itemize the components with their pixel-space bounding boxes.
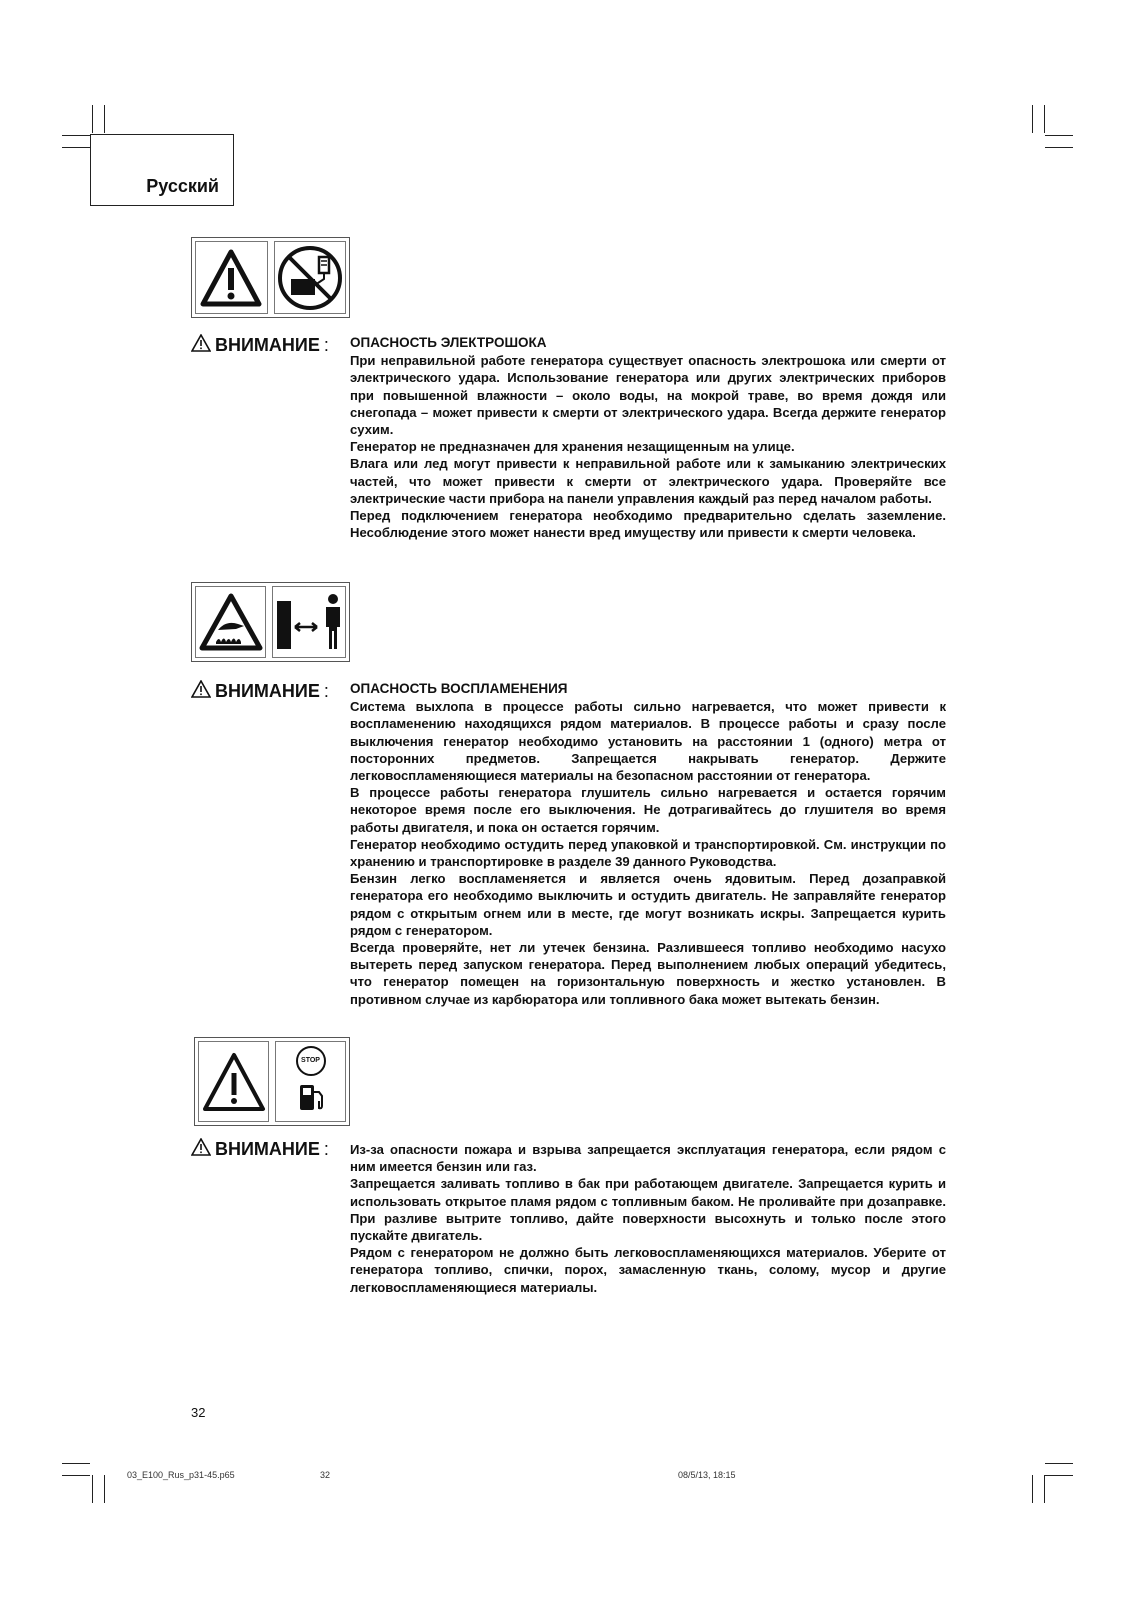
paragraph: Из-за опасности пожара и взрыва запрещается эксплуатация генератора, если рядом с ним имеется бензин или газ.: [350, 1142, 946, 1175]
warning-label-colon: :: [323, 681, 329, 701]
pictogram-box-fire: [191, 582, 350, 662]
warning-text-fuel: [350, 1141, 946, 1296]
warning-label-2: [191, 680, 329, 703]
page-number: 32: [191, 1405, 206, 1420]
paragraph: Генератор не предназначен для хранения незащищенным на улице.: [350, 439, 795, 455]
warning-text-electric: [350, 334, 946, 541]
paragraph: Рядом с генератором не должно быть легковоспламеняющихся материалов. Уберите от генератора топливо, спички, порох, замасленную ткань, солому, мусор и другие легковоспламеняющиеся материалы.: [350, 1245, 946, 1295]
warning-label-3: [191, 1138, 329, 1161]
paragraph: Влага или лед могут привести к неправильной работе или к замыканию электрических частей, что может привести к смерти от электрического удара. Проверяйте все электрические части прибора на панели управления каждый раз перед началом работы.: [350, 456, 946, 506]
warning-label-text: ВНИМАНИЕ: [215, 681, 320, 701]
stop-engine-icon: STOP: [296, 1046, 326, 1076]
paragraph: Бензин легко воспламеняется и является очень ядовитым. Перед дозаправкой генератора его необходимо выключить и остудить двигатель. Не заправляйте генератор рядом с открытым огнем или в месте, где могут возникать искры. Запрещается курить рядом с генератором.: [350, 871, 946, 938]
warning-label-colon: :: [323, 1139, 329, 1159]
warning-label-colon: :: [323, 335, 329, 355]
warning-label-1: [191, 334, 329, 357]
pictogram-box-electric: [191, 237, 350, 318]
warning-triangle-icon: [198, 1041, 269, 1122]
no-water-electric-icon: [274, 241, 347, 314]
paragraph: Перед подключением генератора необходимо предварительно сделать заземление. Несоблюдение этого может нанести вред имуществу или привести к смерти человека.: [350, 508, 946, 541]
footer-file: 03_E100_Rus_p31-45.p65: [127, 1470, 235, 1480]
hot-surface-icon: [195, 586, 266, 658]
warning-small-icon: [191, 334, 211, 357]
paragraph: Генератор необходимо остудить перед упаковкой и транспортировкой. См. инструкции по хранению и транспортировке в разделе 39 данного Руководства.: [350, 836, 946, 870]
paragraph: Система выхлопа в процессе работы сильно нагревается, что может привести к воспламенению находящихся рядом материалов. В процессе работы и сразу после выключения генератор необходимо установить на расстоянии 1 (одного) метра от посторонних предметов. Запрещается накрывать генератор. Держите легковоспламеняющиеся материалы на безопасном расстоянии от генератора.: [350, 699, 946, 784]
paragraph: Всегда проверяйте, нет ли утечек бензина. Разлившееся топливо необходимо насухо вытереть перед запуском генератора. Перед выполнением любых операций убедитесь, что генератор помещен на горизонтальную поверхность и жестко установлен. В противном случае из карбюратора или топливного бака может вытекать бензин.: [350, 940, 946, 1007]
warning-small-icon: [191, 1138, 211, 1161]
language-label: Русский: [146, 176, 219, 196]
section-heading: ОПАСНОСТЬ ЭЛЕКТРОШОКА: [350, 335, 547, 350]
distance-person-icon: [272, 586, 346, 658]
footer-timestamp: 08/5/13, 18:15: [678, 1470, 736, 1480]
warning-triangle-icon: [195, 241, 268, 314]
language-tab: [90, 134, 234, 206]
fuel-stop-cell: [275, 1041, 346, 1122]
footer-page: 32: [320, 1470, 331, 1480]
paragraph: Запрещается заливать топливо в бак при работающем двигателе. Запрещается курить и использовать открытое пламя рядом с топливным баком. Не проливайте при дозаправке. При разливе вытрите топливо, дайте поверхности высохнуть и только после этого пускайте двигатель.: [350, 1176, 946, 1244]
warning-small-icon: [191, 680, 211, 703]
warning-label-text: ВНИМАНИЕ: [215, 335, 320, 355]
section-heading: ОПАСНОСТЬ ВОСПЛАМЕНЕНИЯ: [350, 681, 568, 696]
paragraph: В процессе работы генератора глушитель сильно нагревается и остается горячим некоторое время после его выключения. Не дотрагивайтесь до глушителя во время работы двигателя, и пока он остается горячим.: [350, 785, 946, 835]
pictogram-box-fuel: [194, 1037, 350, 1126]
warning-text-fire: [350, 680, 946, 1008]
fuel-pump-icon: [297, 1082, 325, 1117]
warning-label-text: ВНИМАНИЕ: [215, 1139, 320, 1159]
paragraph: При неправильной работе генератора существует опасность электрошока или смерти от электрического удара. Использование генератора или других электрических приборов при повышенной влажности – около воды, на мокрой траве, во время дождя или снегопада – может привести к смерти от электрического удара. Всегда держите генератор сухим.: [350, 353, 946, 438]
